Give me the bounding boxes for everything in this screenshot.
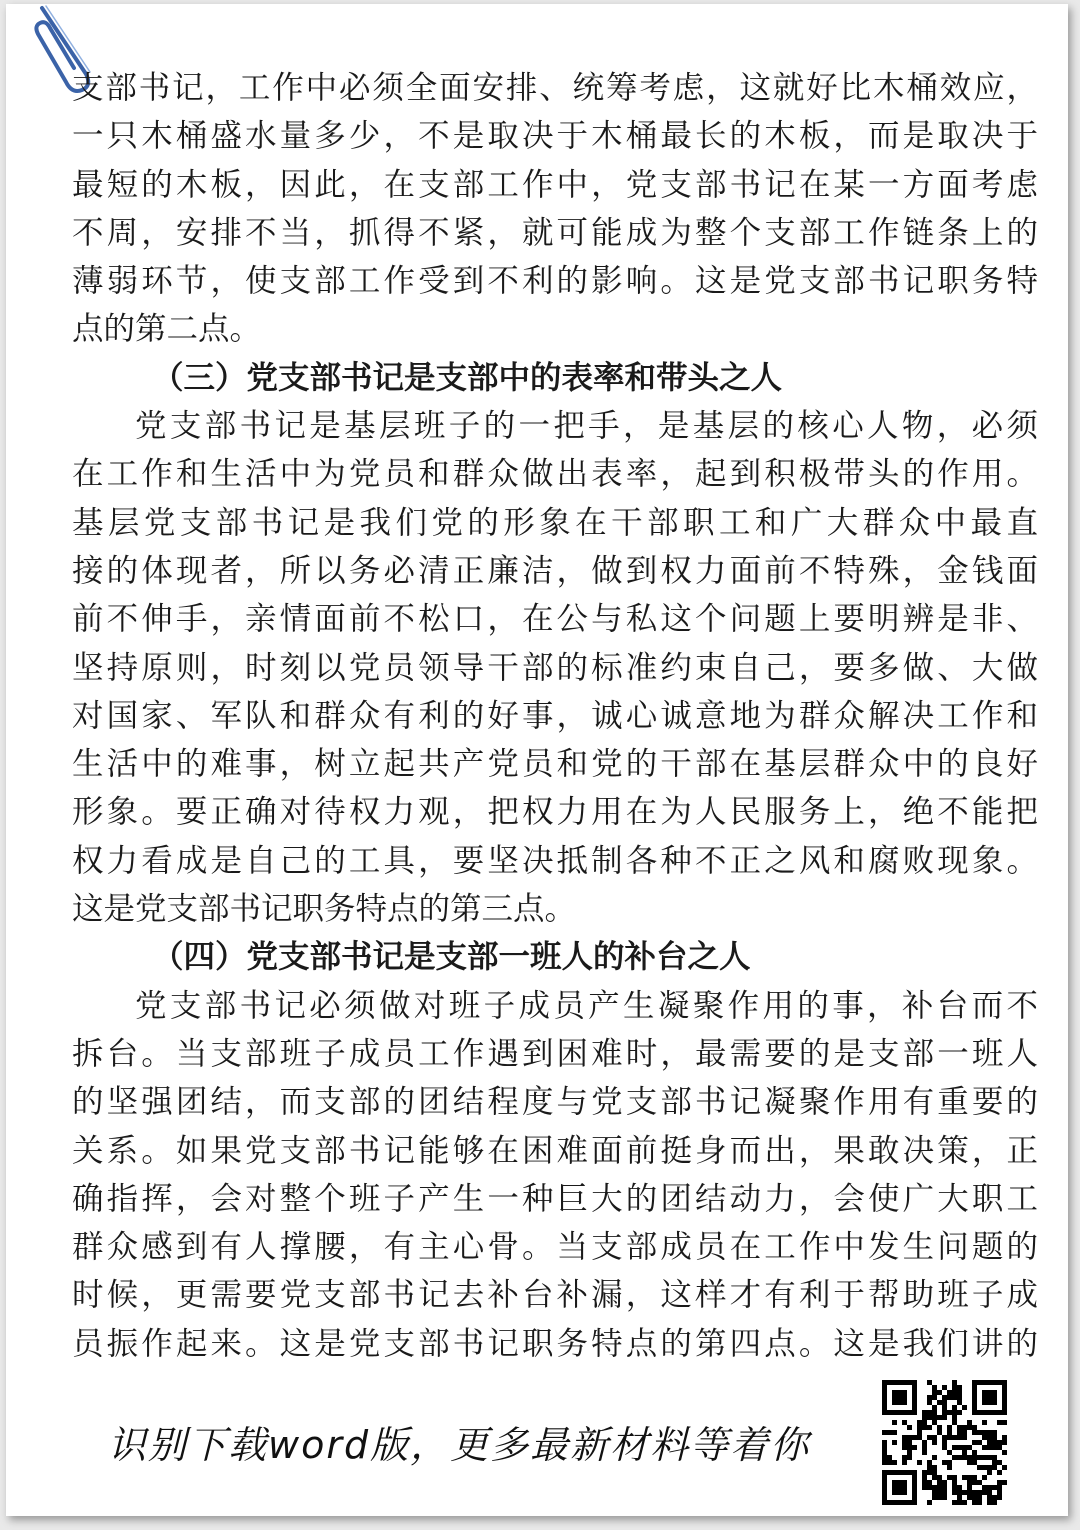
text-line: 对国家、军队和群众有利的好事，诚心诚意地为群众解决工作和: [72, 697, 1038, 734]
text-line: 群众感到有人撑腰，有主心骨。当支部成员在工作中发生问题的: [72, 1229, 1038, 1266]
text-line: 的坚强团结，而支部的团结程度与党支部书记凝聚作用有重要的: [72, 1084, 1038, 1121]
text-line: 点的第二点。: [72, 311, 262, 348]
text-line: 时候，更需要党支部书记去补台补漏，这样才有利于帮助班子成: [72, 1277, 1038, 1314]
text-line: 党支部书记是基层班子的一把手，是基层的核心人物，必须: [135, 408, 1038, 445]
body-text: [72, 64, 1038, 1368]
text-line: 支部书记，工作中必须全面安排、统筹考虑，这就好比木桶效应，: [72, 70, 1038, 106]
text-line: 这是党支部书记职务特点的第三点。: [72, 891, 577, 928]
section-heading-four: （四）党支部书记是支部一班人的补台之人: [152, 938, 751, 976]
text-line: 基层党支部书记是我们党的形象在干部职工和广大群众中最直: [72, 504, 1038, 541]
text-line: 坚持原则，时刻以党员领导干部的标准约束自己，要多做、大做: [72, 649, 1038, 686]
text-line: 形象。要正确对待权力观，把权力用在为人民服务上，绝不能把: [72, 794, 1038, 831]
text-line: 确指挥，会对整个班子产生一种巨大的团结动力，会使广大职工: [72, 1180, 1038, 1217]
text-line: 接的体现者，所以务必清正廉洁，做到权力面前不特殊，金钱面: [72, 552, 1038, 589]
text-line: 关系。如果党支部书记能够在困难面前挺身而出，果敢决策，正: [72, 1132, 1038, 1169]
text-line: 党支部书记必须做对班子成员产生凝聚作用的事，补台而不: [135, 987, 1038, 1024]
text-line: 前不伸手，亲情面前不松口，在公与私这个问题上要明辨是非、: [72, 601, 1038, 638]
text-line: 员振作起来。这是党支部书记职务特点的第四点。这是我们讲的: [72, 1325, 1038, 1362]
text-line: 不周，安排不当，抓得不紧，就可能成为整个支部工作链条上的: [72, 214, 1038, 251]
text-line: 拆台。当支部班子成员工作遇到困难时，最需要的是支部一班人: [72, 1035, 1038, 1072]
download-promo-text: 识别下载word版，更多最新材料等着你: [108, 1423, 811, 1467]
text-line: 最短的木板，因此，在支部工作中，党支部书记在某一方面考虑: [72, 166, 1038, 203]
text-line: 权力看成是自己的工具，要坚决抵制各种不正之风和腐败现象。: [72, 842, 1038, 879]
text-line: 一只木桶盛水量多少，不是取决于木桶最长的木板，而是取决于: [72, 118, 1038, 155]
text-line: 薄弱环节，使支部工作受到不利的影响。这是党支部书记职务特: [72, 263, 1038, 300]
qr-code-icon[interactable]: [882, 1380, 1007, 1505]
text-line: 在工作和生活中为党员和群众做出表率，起到积极带头的作用。: [72, 456, 1038, 493]
section-heading-three: （三）党支部书记是支部中的表率和带头之人: [152, 358, 783, 396]
document-page: [6, 4, 1068, 1516]
text-line: 生活中的难事，树立起共产党员和党的干部在基层群众中的良好: [72, 746, 1038, 783]
